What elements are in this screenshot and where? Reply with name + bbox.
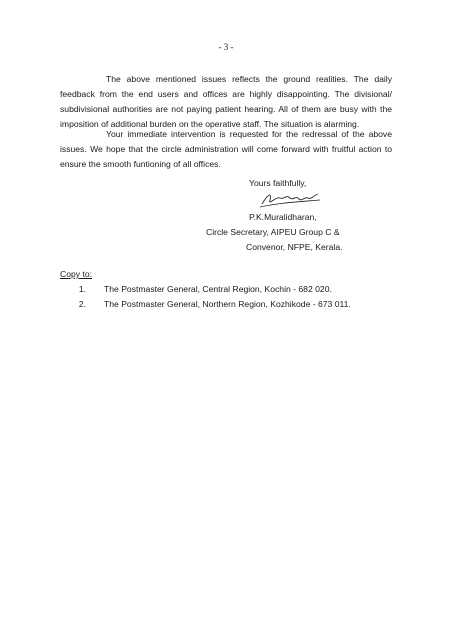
sender-block — [206, 210, 439, 255]
copy-to-section — [60, 267, 400, 312]
sender-title: Circle Secretary, AIPEU Group C & — [206, 227, 340, 237]
copy-to-item — [60, 282, 400, 297]
page-number: - 3 - — [218, 42, 234, 52]
sender-role: Convenor, NFPE, Kerala. — [246, 242, 343, 252]
copy-to-item-number: 2. — [78, 299, 86, 309]
body-paragraph-1: The above mentioned issues reflects the ground realities. The daily feedback from the end users and offices are highly disappointing. The divisional/ subdivisional authorities are not paying patient hearing. All of them are busy with the imposition of additional burden on the operative staff. The situation is alarming. — [60, 74, 392, 129]
closing-salutation: Yours faithfully, — [249, 178, 307, 188]
copy-to-item-number: 1. — [78, 284, 86, 294]
body-paragraph-2: Your immediate intervention is requested for the redressal of the above issues. We hope that the circle administration will come forward with fruitful action to ensure the smooth funtioning of all offices. — [60, 129, 392, 169]
signature-image — [258, 186, 322, 210]
copy-to-heading: Copy to: — [60, 269, 93, 279]
copy-to-item-text: The Postmaster General, Northern Region, Kozhikode - 673 011. — [104, 299, 351, 309]
copy-to-list — [60, 282, 400, 312]
copy-to-item — [60, 297, 400, 312]
copy-to-item-text: The Postmaster General, Central Region, Kochin - 682 020. — [104, 284, 332, 294]
sender-name: P.K.Muralidharan, — [249, 212, 317, 222]
